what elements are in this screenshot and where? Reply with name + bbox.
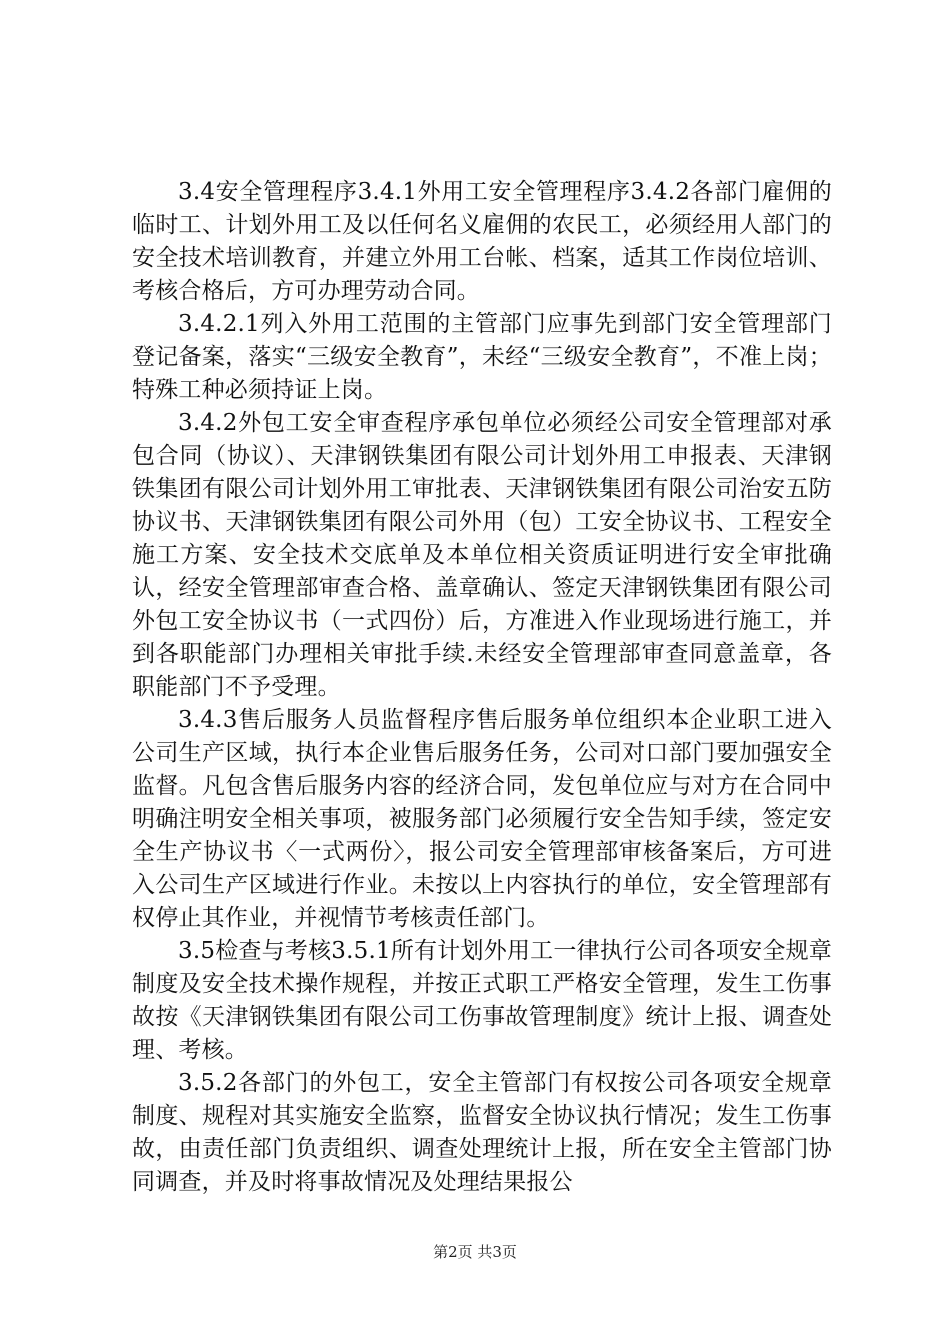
page-footer: 第2页 共3页	[433, 1243, 517, 1261]
paragraph-3-4-2-1: 3.4.2.1列入外用工范围的主管部门应事先到部门安全管理部门登记备案，落实“三级安全教育”，未经“三级安全教育”，不准上岗；特殊工种必须持证上岗。	[132, 311, 832, 403]
paragraph-3-5: 3.5检查与考核3.5.1所有计划外用工一律执行公司各项安全规章制度及安全技术操作规程，并按正式职工严格安全管理，发生工伤事故按《天津钢铁集团有限公司工伤事故管理制度》统计上报、调查处理、考核。	[132, 938, 832, 1063]
paragraph-3-4: 3.4安全管理程序3.4.1外用工安全管理程序3.4.2各部门雇佣的临时工、计划外用工及以任何名义雇佣的农民工，必须经用人部门的安全技术培训教育，并建立外用工台帐、档案，适其工作岗位培训、考核合格后，方可办理劳动合同。	[132, 179, 832, 304]
paragraph-3-5-2: 3.5.2各部门的外包工，安全主管部门有权按公司各项安全规章制度、规程对其实施安全监察，监督安全协议执行情况；发生工伤事故，由责任部门负责组织、调查处理统计上报，所在安全主管部门协同调查，并及时将事故情况及处理结果报公	[132, 1070, 832, 1195]
document-body	[132, 176, 832, 1199]
paragraph-3-4-3: 3.4.3售后服务人员监督程序售后服务单位组织本企业职工进入公司生产区域，执行本企业售后服务任务，公司对口部门要加强安全监督。凡包含售后服务内容的经济合同，发包单位应与对方在合同中明确注明安全相关事项，被服务部门必须履行安全告知手续，签定安全生产协议书〈一式两份〉，报公司安全管理部审核备案后，方可进入公司生产区域进行作业。未按以上内容执行的单位，安全管理部有权停止其作业，并视情节考核责任部门。	[132, 707, 832, 931]
paragraph-3-4-2-outsourcing: 3.4.2外包工安全审查程序承包单位必须经公司安全管理部对承包合同（协议）、天津钢铁集团有限公司计划外用工申报表、天津钢铁集团有限公司计划外用工审批表、天津钢铁集团有限公司治安五防协议书、天津钢铁集团有限公司外用（包）工安全协议书、工程安全施工方案、安全技术交底单及本单位相关资质证明进行安全审批确认，经安全管理部审查合格、盖章确认、签定天津钢铁集团有限公司外包工安全协议书（一式四份）后，方准进入作业现场进行施工，并到各职能部门办理相关审批手续.未经安全管理部审查同意盖章，各职能部门不予受理。	[132, 410, 832, 700]
